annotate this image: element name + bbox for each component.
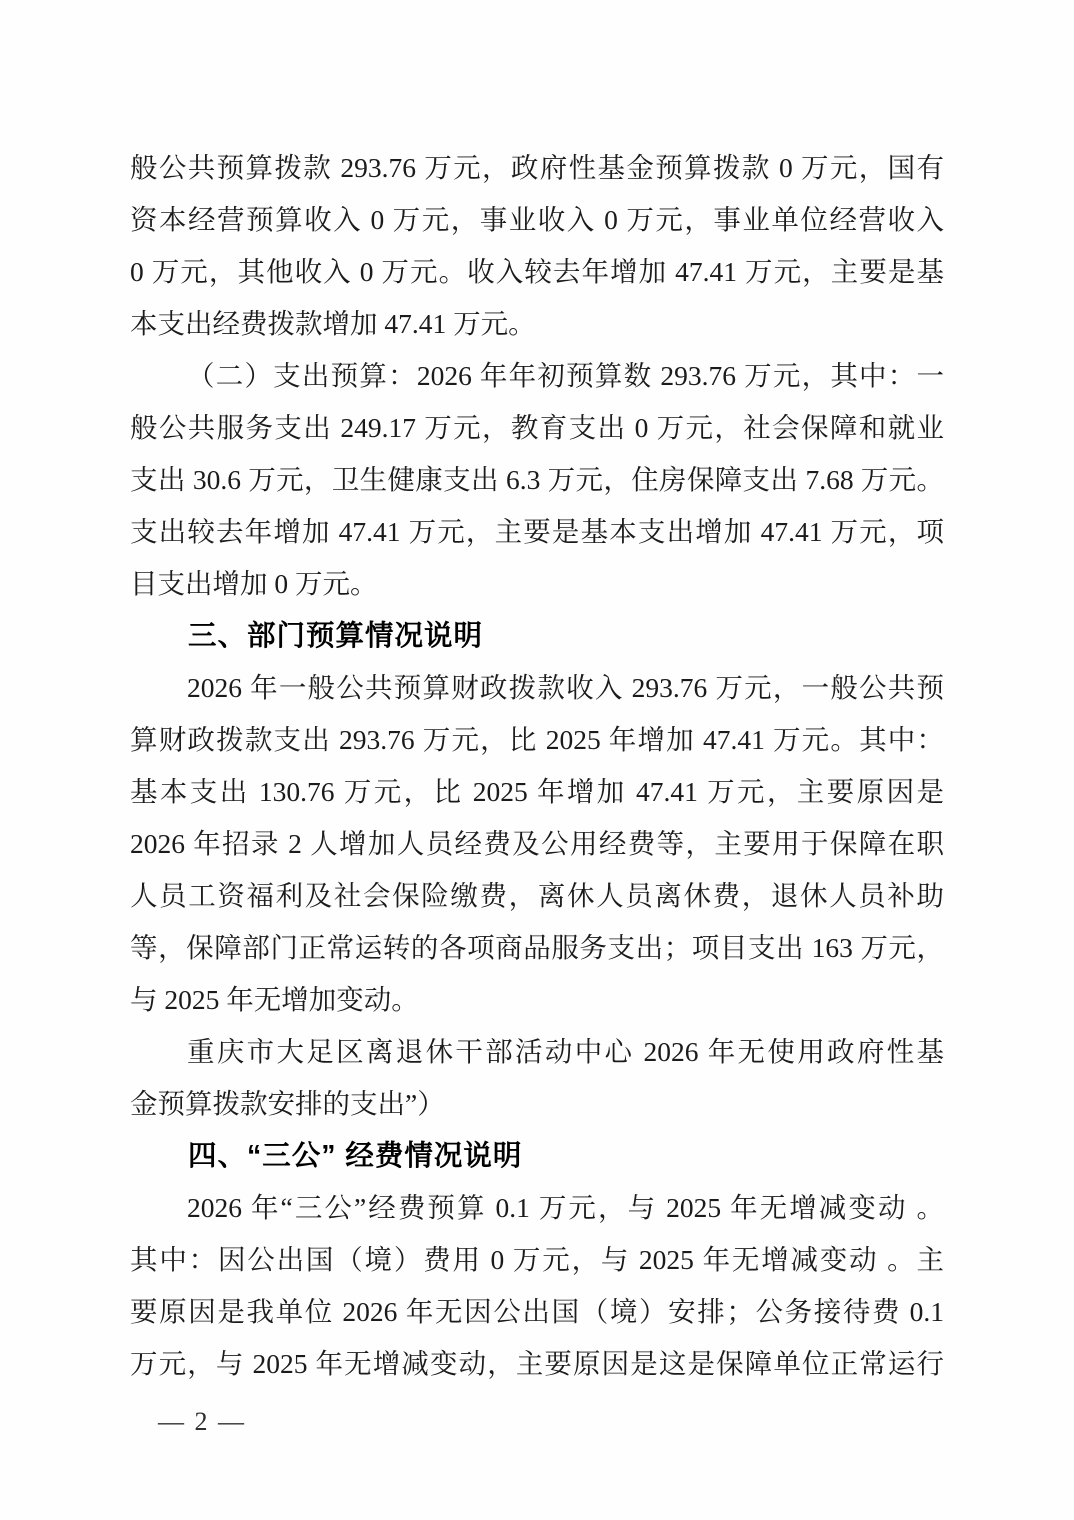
- text-line: 2026 年一般公共预算财政拨款收入 293.76 万元，一般公共预: [187, 672, 944, 703]
- text-line: 算财政拨款支出 293.76 万元，比 2025 年增加 47.41 万元。其中：: [130, 724, 944, 755]
- text-line: 般公共预算拨款 293.76 万元，政府性基金预算拨款 0 万元，国有: [130, 152, 944, 183]
- paragraph: [130, 350, 944, 610]
- document-body: [130, 142, 944, 1390]
- text-line: 2026 年“三公”经费预算 0.1 万元，与 2025 年无增减变动 。: [187, 1192, 944, 1223]
- text-line: 与 2025 年无增加变动。: [130, 984, 419, 1015]
- text-line: 资本经营预算收入 0 万元，事业收入 0 万元，事业单位经营收入: [130, 204, 944, 235]
- section-heading: 三、部门预算情况说明: [188, 620, 484, 652]
- paragraph: [130, 1026, 944, 1130]
- text-line: 0 万元，其他收入 0 万元。收入较去年增加 47.41 万元，主要是基: [130, 256, 944, 287]
- paragraph: [130, 662, 944, 1026]
- text-line: （二）支出预算：2026 年年初预算数 293.76 万元，其中：一: [187, 360, 944, 391]
- text-line: 支出 30.6 万元，卫生健康支出 6.3 万元，住房保障支出 7.68 万元。: [130, 464, 944, 495]
- text-line: 人员工资福利及社会保险缴费，离休人员离休费，退休人员补助: [130, 880, 944, 911]
- section-heading: 四、“三公” 经费情况说明: [188, 1140, 523, 1172]
- text-line: 目支出增加 0 万元。: [130, 568, 378, 599]
- text-line: 金预算拨款安排的支出”）: [130, 1088, 445, 1119]
- text-line: 般公共服务支出 249.17 万元，教育支出 0 万元，社会保障和就业: [130, 412, 944, 443]
- text-line: 其中：因公出国（境）费用 0 万元，与 2025 年无增减变动 。主: [130, 1244, 944, 1275]
- page-number: — 2 —: [158, 1407, 246, 1436]
- text-line: 2026 年招录 2 人增加人员经费及公用经费等，主要用于保障在职: [130, 828, 944, 859]
- text-line: 基本支出 130.76 万元，比 2025 年增加 47.41 万元，主要原因是: [130, 776, 944, 807]
- text-line: 支出较去年增加 47.41 万元，主要是基本支出增加 47.41 万元，项: [130, 516, 944, 547]
- text-line: 万元，与 2025 年无增减变动，主要原因是这是保障单位正常运行: [130, 1348, 944, 1379]
- text-line: 重庆市大足区离退休干部活动中心 2026 年无使用政府性基: [187, 1036, 944, 1067]
- paragraph: [130, 142, 944, 350]
- text-line: 本支出经费拨款增加 47.41 万元。: [130, 308, 536, 339]
- text-line: 等，保障部门正常运转的各项商品服务支出；项目支出 163 万元，: [130, 932, 944, 963]
- text-line: 要原因是我单位 2026 年无因公出国（境）安排；公务接待费 0.1: [130, 1296, 944, 1327]
- paragraph: [130, 1182, 944, 1390]
